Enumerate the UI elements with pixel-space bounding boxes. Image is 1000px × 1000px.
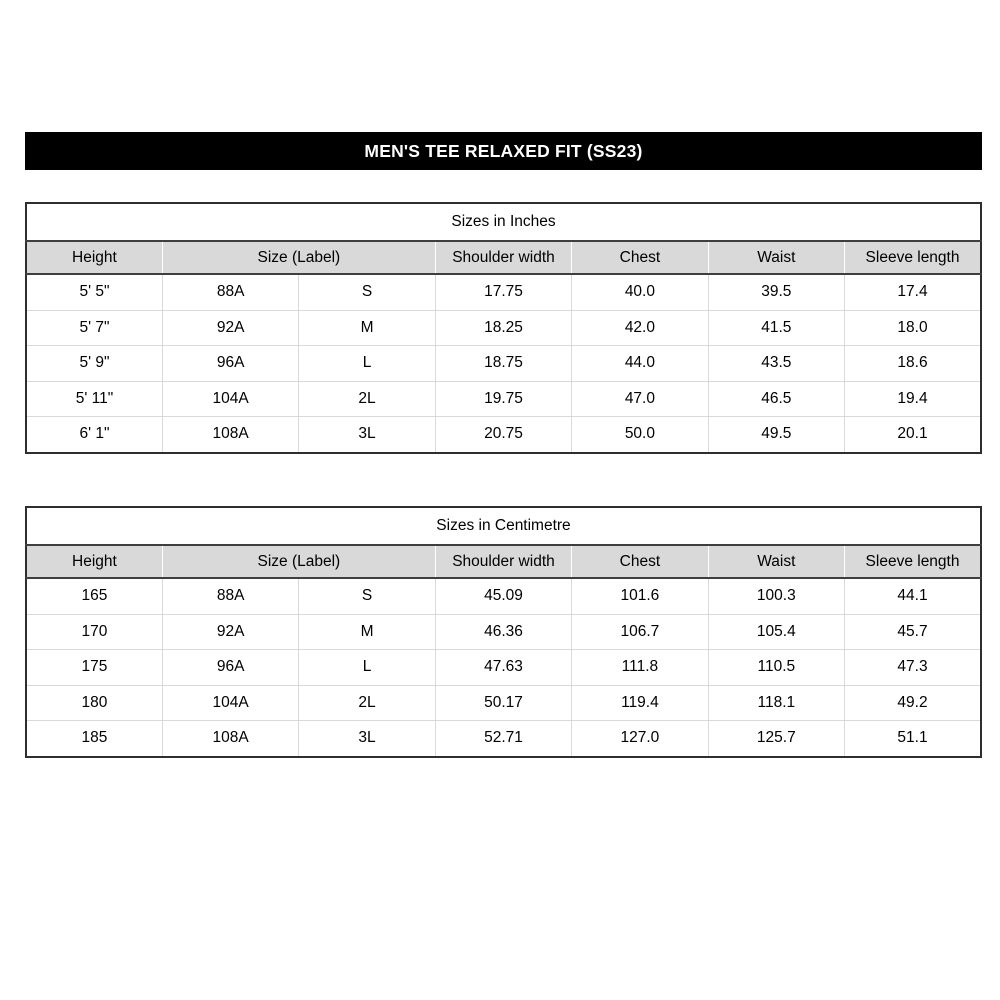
cell-sleeve-length: 45.7 [845, 614, 981, 650]
cell-shoulder-width: 46.36 [435, 614, 571, 650]
column-header-sleeve-length: Sleeve length [845, 545, 981, 578]
cell-sleeve-length: 47.3 [845, 650, 981, 686]
cell-waist: 43.5 [708, 346, 844, 382]
cell-chest: 119.4 [572, 685, 708, 721]
cell-height: 170 [26, 614, 162, 650]
column-header-size-label: Size (Label) [162, 241, 435, 274]
cell-size-label: M [299, 310, 435, 346]
cell-chest: 44.0 [572, 346, 708, 382]
table-row [26, 650, 981, 686]
cell-waist: 49.5 [708, 417, 844, 453]
cell-waist: 105.4 [708, 614, 844, 650]
cell-size-label: 3L [299, 721, 435, 757]
cell-chest: 47.0 [572, 381, 708, 417]
cell-chest: 40.0 [572, 274, 708, 310]
cell-waist: 110.5 [708, 650, 844, 686]
sizes-in-centimetre-table [25, 506, 982, 758]
table-row [26, 721, 981, 757]
cell-waist: 118.1 [708, 685, 844, 721]
cell-sleeve-length: 18.6 [845, 346, 981, 382]
table-caption: Sizes in Inches [26, 203, 981, 241]
column-header-chest: Chest [572, 241, 708, 274]
cell-height: 6' 1" [26, 417, 162, 453]
table-row [26, 274, 981, 310]
cell-size-code: 88A [162, 274, 298, 310]
table-row [26, 381, 981, 417]
table-row [26, 310, 981, 346]
cell-waist: 39.5 [708, 274, 844, 310]
table-header-row [26, 545, 981, 578]
column-header-size-label: Size (Label) [162, 545, 435, 578]
cell-shoulder-width: 47.63 [435, 650, 571, 686]
cell-sleeve-length: 18.0 [845, 310, 981, 346]
cell-shoulder-width: 17.75 [435, 274, 571, 310]
cell-chest: 50.0 [572, 417, 708, 453]
column-header-sleeve-length: Sleeve length [845, 241, 981, 274]
cell-height: 5' 7" [26, 310, 162, 346]
cell-size-code: 104A [162, 685, 298, 721]
cell-sleeve-length: 49.2 [845, 685, 981, 721]
cell-chest: 101.6 [572, 578, 708, 614]
title-banner [25, 132, 982, 170]
table-row [26, 685, 981, 721]
table-caption-row [26, 203, 981, 241]
column-header-shoulder-width: Shoulder width [435, 241, 571, 274]
cell-sleeve-length: 20.1 [845, 417, 981, 453]
cell-height: 165 [26, 578, 162, 614]
cell-shoulder-width: 45.09 [435, 578, 571, 614]
cell-size-code: 96A [162, 650, 298, 686]
cell-size-code: 108A [162, 721, 298, 757]
cell-waist: 46.5 [708, 381, 844, 417]
table-row [26, 614, 981, 650]
column-header-height: Height [26, 545, 162, 578]
cell-size-label: 2L [299, 685, 435, 721]
cell-height: 185 [26, 721, 162, 757]
cell-waist: 125.7 [708, 721, 844, 757]
cell-waist: 100.3 [708, 578, 844, 614]
cell-chest: 127.0 [572, 721, 708, 757]
cell-chest: 106.7 [572, 614, 708, 650]
table-header-row [26, 241, 981, 274]
cell-sleeve-length: 44.1 [845, 578, 981, 614]
cell-size-code: 92A [162, 614, 298, 650]
page-title: MEN'S TEE RELAXED FIT (SS23) [364, 140, 643, 161]
column-header-chest: Chest [572, 545, 708, 578]
cell-height: 5' 5" [26, 274, 162, 310]
cell-height: 5' 9" [26, 346, 162, 382]
cell-size-label: 3L [299, 417, 435, 453]
table-row [26, 417, 981, 453]
table-row [26, 346, 981, 382]
cell-sleeve-length: 19.4 [845, 381, 981, 417]
cell-chest: 42.0 [572, 310, 708, 346]
cell-shoulder-width: 52.71 [435, 721, 571, 757]
cell-shoulder-width: 20.75 [435, 417, 571, 453]
sizes-in-inches-table [25, 202, 982, 454]
column-header-shoulder-width: Shoulder width [435, 545, 571, 578]
cell-size-label: L [299, 650, 435, 686]
cell-shoulder-width: 18.25 [435, 310, 571, 346]
cell-size-label: L [299, 346, 435, 382]
table-caption: Sizes in Centimetre [26, 507, 981, 545]
cell-size-code: 88A [162, 578, 298, 614]
cell-size-code: 96A [162, 346, 298, 382]
cell-shoulder-width: 50.17 [435, 685, 571, 721]
cell-size-label: M [299, 614, 435, 650]
cell-height: 180 [26, 685, 162, 721]
cell-size-label: S [299, 274, 435, 310]
cell-sleeve-length: 17.4 [845, 274, 981, 310]
cell-shoulder-width: 19.75 [435, 381, 571, 417]
cell-size-code: 92A [162, 310, 298, 346]
cell-chest: 111.8 [572, 650, 708, 686]
cell-size-label: S [299, 578, 435, 614]
column-header-waist: Waist [708, 241, 844, 274]
column-header-waist: Waist [708, 545, 844, 578]
cell-height: 5' 11" [26, 381, 162, 417]
cell-size-label: 2L [299, 381, 435, 417]
table-row [26, 578, 981, 614]
cell-shoulder-width: 18.75 [435, 346, 571, 382]
cell-height: 175 [26, 650, 162, 686]
column-header-height: Height [26, 241, 162, 274]
cell-sleeve-length: 51.1 [845, 721, 981, 757]
cell-size-code: 104A [162, 381, 298, 417]
table-caption-row [26, 507, 981, 545]
cell-size-code: 108A [162, 417, 298, 453]
cell-waist: 41.5 [708, 310, 844, 346]
